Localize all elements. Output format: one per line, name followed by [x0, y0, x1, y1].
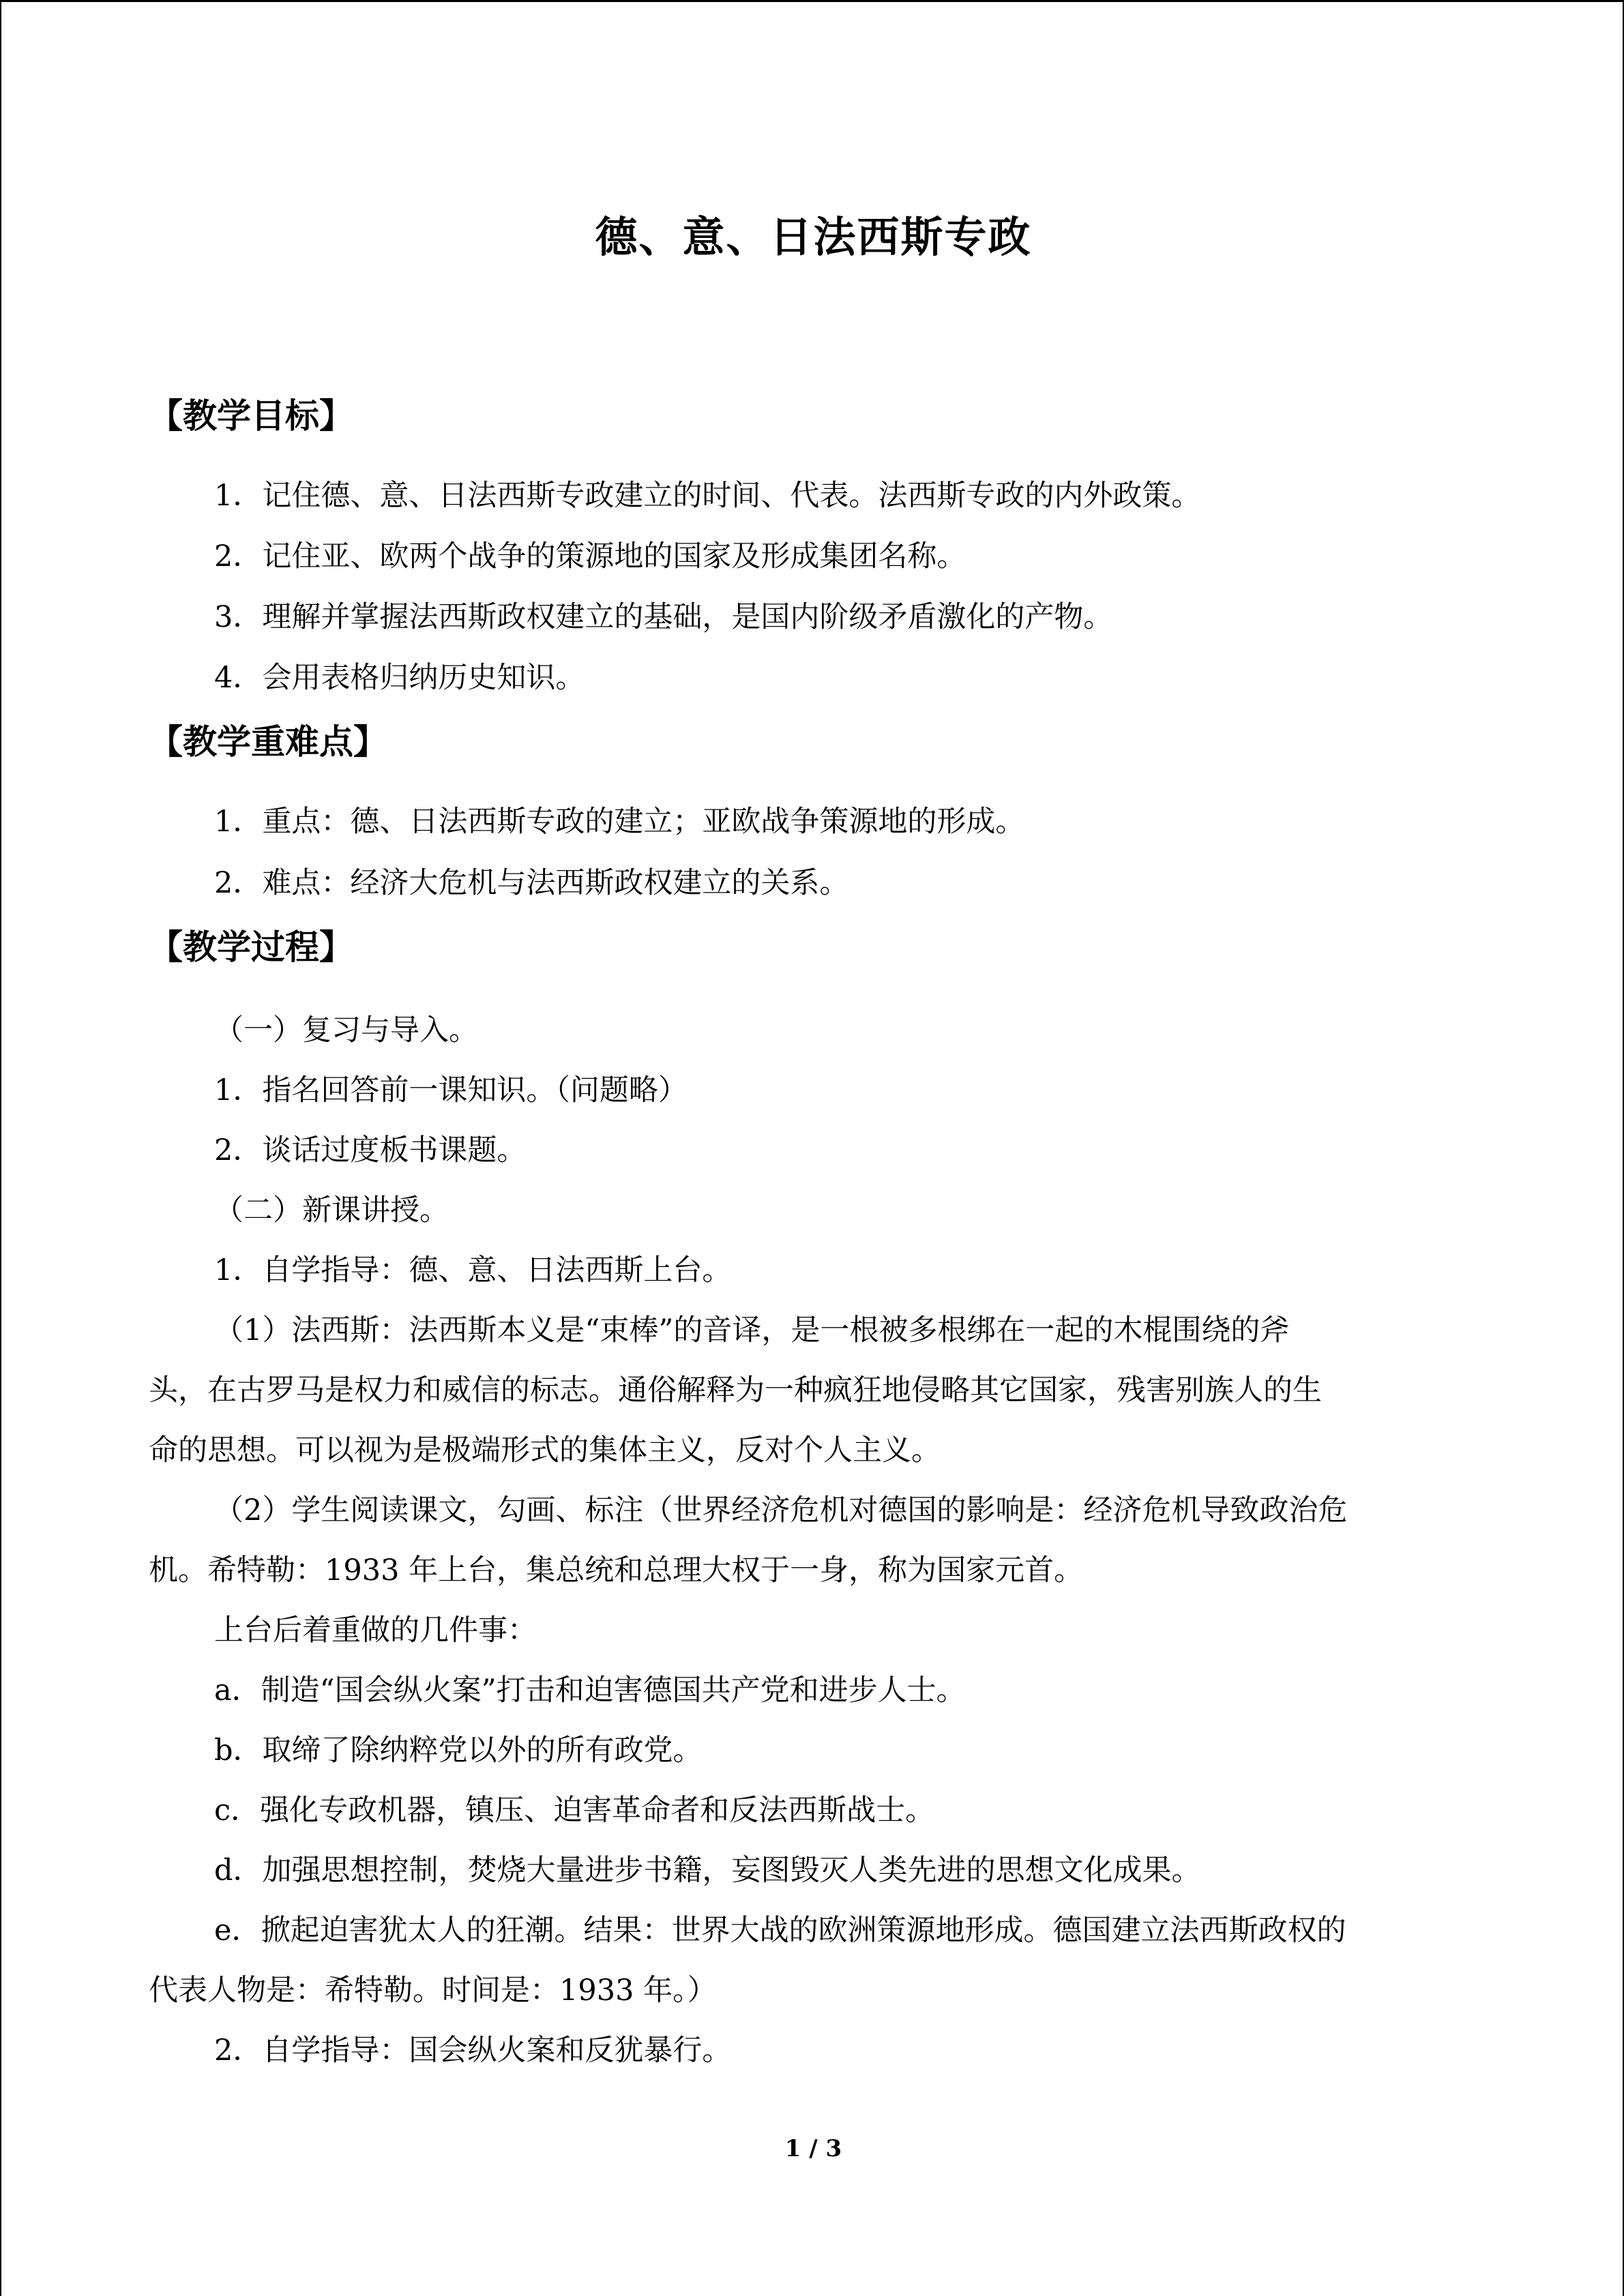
- process-line: （一）复习与导入。: [214, 1013, 478, 1047]
- key-point-line: 2．难点：经济大危机与法西斯政权建立的关系。: [214, 866, 849, 900]
- objective-line: 4．会用表格归纳历史知识。: [214, 661, 585, 695]
- process-line: 上台后着重做的几件事：: [214, 1613, 537, 1648]
- section-heading-key-points: 【教学重难点】: [149, 722, 387, 762]
- process-line: （2）学生阅读课文，勾画、标注（世界经济危机对德国的影响是：经济危机导致政治危: [214, 1493, 1348, 1527]
- process-line: c．强化专政机器，镇压、迫害革命者和反法西斯战士。: [214, 1793, 935, 1828]
- objective-line: 3．理解并掌握法西斯政权建立的基础，是国内阶级矛盾激化的产物。: [214, 600, 1113, 634]
- process-line: 机。希特勒：1933 年上台，集总统和总理大权于一身，称为国家元首。: [149, 1553, 1084, 1587]
- section-heading-process: 【教学过程】: [149, 927, 353, 967]
- process-line: 2．自学指导：国会纵火案和反犹暴行。: [214, 2033, 732, 2068]
- process-line: e．掀起迫害犹太人的狂潮。结果：世界大战的欧洲策源地形成。德国建立法西斯政权的: [214, 1913, 1346, 1948]
- process-line: b．取缔了除纳粹党以外的所有政党。: [214, 1733, 703, 1768]
- process-line: 代表人物是：希特勒。时间是：1933 年。）: [149, 1973, 717, 2008]
- process-line: 2．谈话过度板书课题。: [214, 1133, 527, 1167]
- process-line: （1）法西斯：法西斯本义是“束棒”的音译，是一根被多根绑在一起的木棍围绕的斧: [214, 1313, 1290, 1347]
- objective-line: 2．记住亚、欧两个战争的策源地的国家及形成集团名称。: [214, 539, 966, 573]
- document-title: 德、意、日法西斯专政: [595, 212, 1032, 262]
- key-point-line: 1．重点：德、日法西斯专政的建立；亚欧战争策源地的形成。: [214, 805, 1025, 839]
- process-line: 命的思想。可以视为是极端形式的集体主义，反对个人主义。: [149, 1433, 941, 1467]
- section-heading-objectives: 【教学目标】: [149, 396, 353, 436]
- process-line: 1．指名回答前一课知识。（问题略）: [214, 1073, 688, 1107]
- process-line: 1．自学指导：德、意、日法西斯上台。: [214, 1253, 732, 1287]
- process-line: d．加强思想控制，焚烧大量进步书籍，妄图毁灭人类先进的思想文化成果。: [214, 1853, 1201, 1888]
- process-line: （二）新课讲授。: [214, 1193, 449, 1227]
- process-line: a．制造“国会纵火案”打击和迫害德国共产党和进步人士。: [214, 1673, 966, 1708]
- page-number: 1 / 3: [784, 2135, 842, 2162]
- objective-line: 1．记住德、意、日法西斯专政建立的时间、代表。法西斯专政的内外政策。: [214, 479, 1201, 513]
- process-line: 头，在古罗马是权力和威信的标志。通俗解释为一种疯狂地侵略其它国家，残害别族人的生: [149, 1373, 1322, 1407]
